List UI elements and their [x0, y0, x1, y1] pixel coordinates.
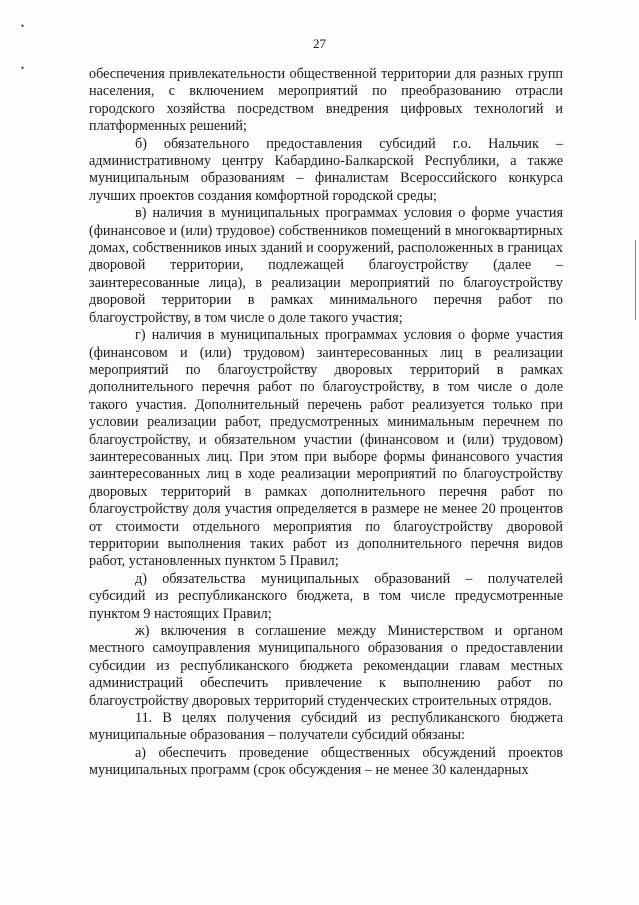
paragraph-item-g: г) наличия в муниципальных программах условия о форме участия (финансовом и (или) трудовом) заинтересованных лиц в реализации мероприятий по благоустройству дворовых территорий в рамках дополнительного перечня работ по благоустройству, в том числе о доле такого участия. Дополнительный перечень работ реализуется только при условии реализации работ, предусмотренных минимальным перечнем по благоустройству, и обязательном участии (финансовом и (или) трудовом) заинтересованных лиц. При этом при выборе формы финансового участия заинтересованных лиц в ходе реализации мероприятий по благоустройству дворовых территорий в рамках дополнительного перечня работ по благоустройству доля участия определяется в размере не менее 20 процентов от стоимости отдельного мероприятия по благоустройству дворовой территории выполнения таких работ из дополнительного перечня видов работ, установленных пунктом 5 Правил; [89, 327, 563, 570]
paragraph-item-zh: ж) включения в соглашение между Министерством и органом местного самоуправления муниципального образования о предоставлении субсидии из республиканского бюджета рекомендации главам местных администраций обеспечить привлечение к выполнению работ по благоустройству дворовых территорий студенческих строительных отрядов. [89, 623, 563, 709]
paragraph-item-d: д) обязательства муниципальных образований – получателей субсидий из республиканского бюджета, в том числе предусмотренные пунктом 9 настоящих Правил; [89, 570, 563, 622]
paragraph-section-11: 11. В целях получения субсидий из республиканского бюджета муниципальные образования – получатели субсидий обязаны: [89, 710, 563, 744]
paragraph-item-b: б) обязательного предоставления субсидий г.о. Нальчик – административному центру Кабардино-Балкарской Республики, а также муниципальным образованиям – финалистам Всероссийского конкурса лучших проектов создания комфортной городской среды; [89, 135, 563, 204]
scan-edge-line [635, 240, 636, 320]
paragraph-item-a: а) обеспечить проведение общественных обсуждений проектов муниципальных программ (срок обсуждения – не менее 30 календарных [89, 744, 563, 779]
scan-mark: • [21, 63, 25, 73]
paragraph-continuation: обеспечения привлекательности общественной территории для разных групп населения, с включением мероприятий по преобразованию отрасли городского хозяйства посредством внедрения цифровых технологий и платформенных решений; [89, 66, 563, 135]
scan-mark: • [21, 21, 25, 31]
page-number: 27 [313, 36, 326, 51]
document-body [89, 66, 563, 780]
paragraph-item-v: в) наличия в муниципальных программах условия о форме участия (финансовое и (или) трудовое) собственников помещений в многоквартирных домах, собственников иных зданий и сооружений, расположенных в границах дворовой территории, подлежащей благоустройству (далее – заинтересованные лица), в реализации мероприятий по благоустройству дворовой территории в рамках минимального перечня работ по благоустройству, в том числе о доле такого участия; [89, 205, 563, 326]
